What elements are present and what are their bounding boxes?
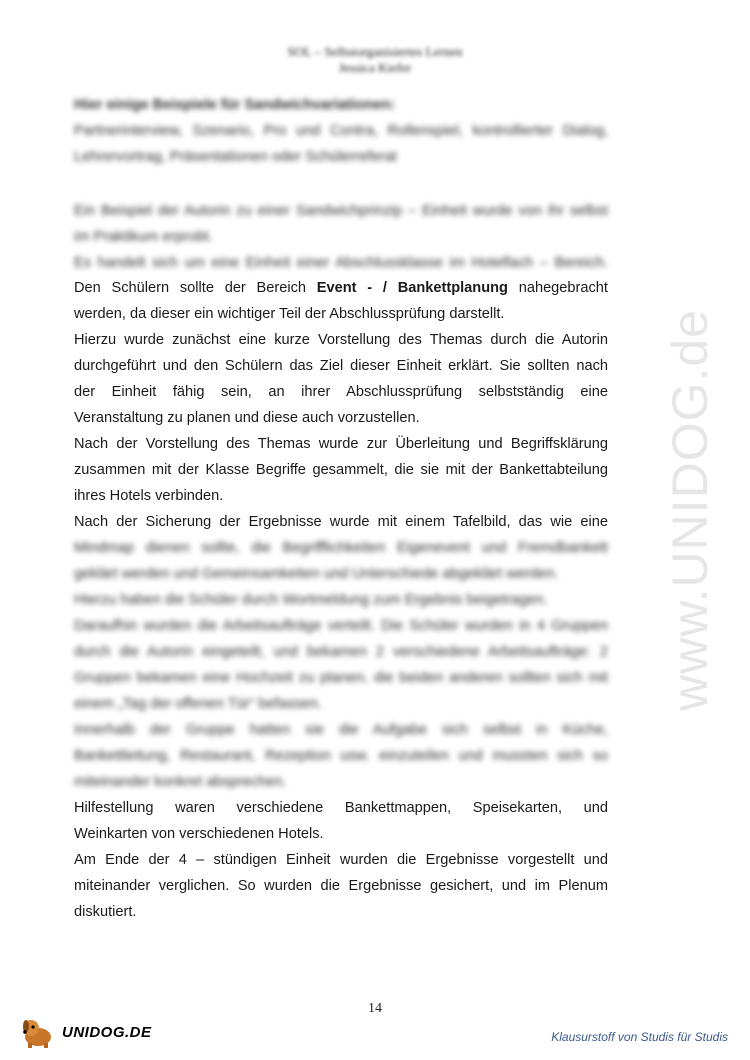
blurred-line: einem „Tag der offenen Tür“ befassen. bbox=[74, 696, 322, 712]
body-line: Nach der Vorstellung des Themas wurde zur Überleitung und Begriffsklärung bbox=[74, 436, 608, 452]
body-text-run: Den Schülern sollte der Bereich bbox=[74, 280, 317, 296]
footer-tagline: Klausurstoff von Studis für Studis bbox=[551, 1030, 728, 1044]
body-line: Weinkarten von verschiedenen Hotels. bbox=[74, 826, 324, 842]
logo-text: UNIDOG.DE bbox=[62, 1024, 152, 1041]
body-line: miteinander verglichen. So wurden die Ergebnisse gesichert, und im Plenum bbox=[74, 878, 608, 894]
body-line: ihres Hotels verbinden. bbox=[74, 488, 224, 504]
blurred-line: Daraufhin wurden die Arbeitsaufträge verteilt. Die Schüler wurden in 4 Gruppen bbox=[74, 618, 608, 634]
blurred-middle bbox=[74, 535, 608, 795]
blurred-line: Gruppen bekamen eine Hochzeit zu planen, die beiden anderen sollten sich mit bbox=[74, 670, 608, 686]
blurred-line: Mindmap dienen sollte, die Begrifflichkeiten Eigenevent und Fremdbankett bbox=[74, 540, 608, 556]
blurred-line: Hierzu haben die Schüler durch Wortmeldung zum Ergebnis beigetragen. bbox=[74, 592, 548, 608]
example-line: Es handelt sich um eine Einheit einer Abschlussklasse im Hotelfach – Bereich. bbox=[74, 255, 608, 271]
example-line: Ein Beispiel der Autorin zu einer Sandwichprinzip – Einheit wurde von ihr selbst bbox=[74, 203, 608, 219]
body-line: werden, da dieser ein wichtiger Teil der Abschlussprüfung darstellt. bbox=[74, 306, 505, 322]
blurred-intro bbox=[74, 92, 608, 170]
intro-line: Lehrervortrag, Präsentationen oder Schülerreferat bbox=[74, 149, 397, 165]
body-line: Am Ende der 4 – stündigen Einheit wurden die Ergebnisse vorgestellt und bbox=[74, 852, 608, 868]
blurred-line: Bankettleitung, Restaurant, Rezeption usw. einzuteilen und mussten sich so bbox=[74, 748, 608, 764]
body-text-run: nahegebracht bbox=[507, 280, 608, 296]
body-line: Nach der Sicherung der Ergebnisse wurde mit einem Tafelbild, das wie eine bbox=[74, 514, 608, 530]
body-line: diskutiert. bbox=[74, 904, 137, 920]
example-line: im Praktikum erprobt. bbox=[74, 229, 213, 245]
body-line: Veranstaltung zu planen und diese auch vorzustellen. bbox=[74, 410, 420, 426]
blurred-line: geklärt werden und Gemeinsamkeiten und Unterschiede abgeklärt werden. bbox=[74, 566, 559, 582]
blurred-line: Innerhalb der Gruppe hatten sie die Aufgabe sich selbst in Küche, bbox=[74, 722, 608, 738]
body-line: Hierzu wurde zunächst eine kurze Vorstellung des Themas durch die Autorin bbox=[74, 332, 608, 348]
watermark bbox=[660, 280, 720, 740]
dog-icon bbox=[18, 1015, 62, 1049]
body-line: durchgeführt und den Schülern das Ziel dieser Einheit erklärt. Sie sollten nach bbox=[74, 358, 608, 374]
body-text-end bbox=[74, 795, 608, 925]
page-header bbox=[0, 44, 750, 76]
intro-heading: Hier einige Beispiele für Sandwichvariationen: bbox=[74, 97, 396, 113]
body-line: Hilfestellung waren verschiedene Bankettmappen, Speisekarten, und bbox=[74, 800, 608, 816]
page-number: 14 bbox=[368, 1001, 382, 1016]
body-line: der Einheit fähig sein, an ihrer Abschlussprüfung selbstständig eine bbox=[74, 384, 608, 400]
header-title: SOL – Selbstorganisiertes Lernen bbox=[287, 44, 463, 59]
body-bold-term: Event - / Bankettplanung bbox=[316, 280, 508, 296]
blurred-line: durch die Autorin eingeteilt, und bekamen 2 verschiedene Arbeitsaufträge: 2 bbox=[74, 644, 608, 660]
blurred-line: miteinander konkret absprechen. bbox=[74, 774, 287, 790]
body-line bbox=[74, 275, 608, 301]
intro-line: Partnerinterview, Szenario, Pro und Contra, Rollenspiel, kontrollierter Dialog, bbox=[74, 123, 608, 139]
watermark-text: www.UNIDOG.de bbox=[662, 309, 718, 711]
blurred-example bbox=[74, 198, 608, 276]
body-line: zusammen mit der Klasse Begriffe gesammelt, die sie mit der Bankettabteilung bbox=[74, 462, 608, 478]
header-author: Jessica Kiefer bbox=[338, 60, 412, 75]
unidog-logo[interactable] bbox=[18, 1015, 158, 1049]
body-text bbox=[74, 275, 608, 535]
